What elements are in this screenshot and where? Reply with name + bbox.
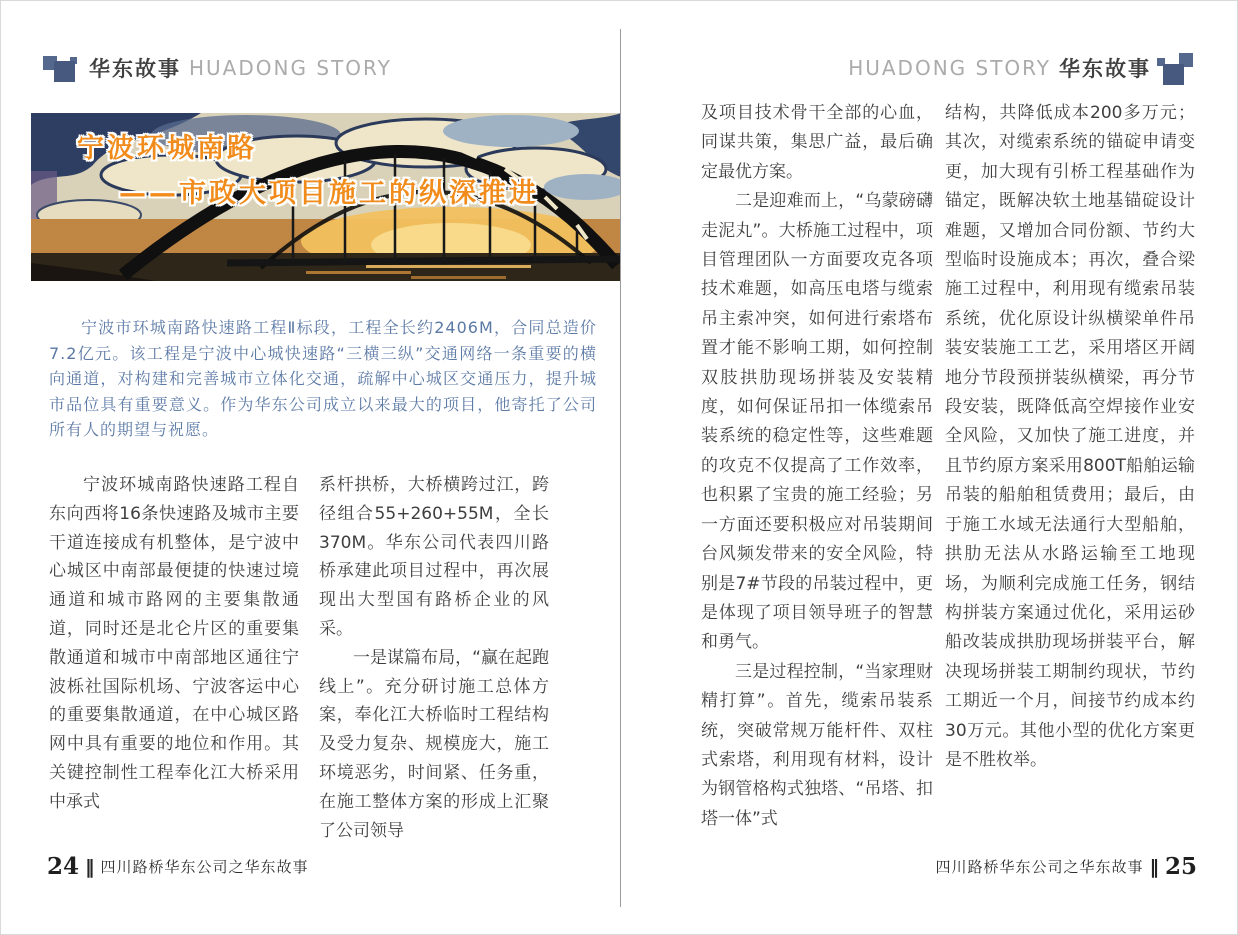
footer-left (47, 853, 309, 880)
page-number: 25 (1164, 853, 1197, 880)
left-page-column-2 (319, 471, 549, 845)
footer-divider-icon: ‖ (1149, 855, 1159, 878)
header-left (43, 51, 392, 85)
page-number: 24 (47, 853, 80, 880)
body-paragraph: 一是谋篇布局，“赢在起跑线上”。充分研讨施工总体方案，奉化江大桥临时工程结构及受力复杂、规模庞大，施工环境恶劣，时间紧、任务重，在施工整体方案的形成上汇聚了公司领导 (319, 647, 549, 841)
logo-square-large (1163, 64, 1184, 85)
footer-divider-icon: ‖ (85, 855, 95, 878)
hero-image (31, 113, 621, 281)
hero-title-line2: ——市政大项目施工的纵深推进 (119, 178, 539, 209)
logo-square-large (54, 61, 75, 82)
header-right (848, 51, 1197, 85)
intro-paragraph: 宁波市环城南路快速路工程Ⅱ标段，工程全长约2406M，合同总造价7.2亿元。该工程是宁波中心城快速路“三横三纵”交通网络一条重要的横向通道，对构建和完善城市立体化交通，疏解中心城区交通压力，提升城市品位具有重要意义。作为华东公司成立以来最大的项目，他寄托了公司所有人的期望与祝愿。 (49, 318, 597, 439)
page-gutter-divider (620, 29, 621, 907)
squares-logo-icon (1157, 51, 1197, 85)
body-paragraph: 系杆拱桥，大桥横跨过江，跨径组合55+260+55M，全长370M。华东公司代表四川路桥承建此项目过程中，再次展现出大型国有路桥企业的风采。 (319, 475, 549, 639)
header-title-en: HUADONG STORY (189, 56, 392, 80)
squares-logo-icon (43, 51, 83, 85)
body-paragraph: 宁波环城南路快速路工程自东向西将16条快速路及城市主要干道连接成有机整体，是宁波中心城区中南部最便捷的快速过境通道和城市路网的主要集散通道，同时还是北仑片区的重要集散通道和城市中南部地区通往宁波栎社国际机场、宁波客运中心的重要集散通道，在中心城区路网中具有重要的地位和作用。其关键控制性工程奉化江大桥采用中承式 (49, 475, 299, 812)
footer-text: 四川路桥华东公司之华东故事 (100, 858, 309, 876)
left-page-column-1 (49, 471, 299, 817)
body-paragraph: 三是过程控制，“当家理财精打算”。首先，缆索吊装系统，突破常规万能杆件、双柱式索塔，利用现有材料，设计为钢管格构式独塔、“吊塔、扣塔一体”式 (701, 661, 933, 829)
body-paragraph: 二是迎难而上，“乌蒙磅礴走泥丸”。大桥施工过程中，项目管理团队一方面要攻克各项技术难题，如高压电塔与缆索吊主索冲突，如何进行索塔布置才能不影响工期，如何控制双肢拱肋现场拼装及安装精度，如何保证吊扣一体缆索吊装系统的稳定性等，这些难题的攻克不仅提高了工作效率，也积累了宝贵的施工经验；另一方面还要积极应对吊装期间台风频发带来的安全风险，特别是7#节段的吊装过程中，更是体现了项目领导班子的智慧和勇气。 (701, 191, 933, 653)
footer-text: 四川路桥华东公司之华东故事 (935, 858, 1144, 876)
header-title-cn: 华东故事 (1059, 57, 1151, 81)
hero-title-line1: 宁波环城南路 (77, 133, 257, 164)
body-paragraph: 结构，共降低成本200多万元；其次，对缆索系统的锚碇申请变更，加大现有引桥工程基础作为锚定，既解决软土地基锚碇设计难题，又增加合同份额、节约大型临时设施成本；再次，叠合梁施工过程中，利用现有缆索吊装系统，优化原设计纵横梁单件吊装安装施工工艺，采用塔区开阔地分节段预拼装纵横梁，再分节段安装，既降低高空焊接作业安全风险，又加快了施工进度，并且节约原方案采用800T船舶运输吊装的船舶租赁费用；最后，由于施工水域无法通行大型船舶，拱肋无法从水路运输至工地现场，为顺利完成施工任务，钢结构拼装方案通过优化，采用运砂船改装成拱肋现场拼装平台，解决现场拼装工期制约现状，节约工期近一个月，间接节约成本约30万元。其他小型的优化方案更是不胜枚举。 (945, 103, 1195, 770)
header-title-cn: 华东故事 (89, 57, 181, 81)
right-page-column-1 (701, 99, 933, 834)
footer-right (935, 853, 1197, 880)
body-paragraph: 及项目技术骨干全部的心血，同谋共策，集思广益，最后确定最优方案。 (701, 103, 933, 182)
right-page-column-2 (945, 99, 1195, 775)
header-title-en: HUADONG STORY (848, 56, 1051, 80)
